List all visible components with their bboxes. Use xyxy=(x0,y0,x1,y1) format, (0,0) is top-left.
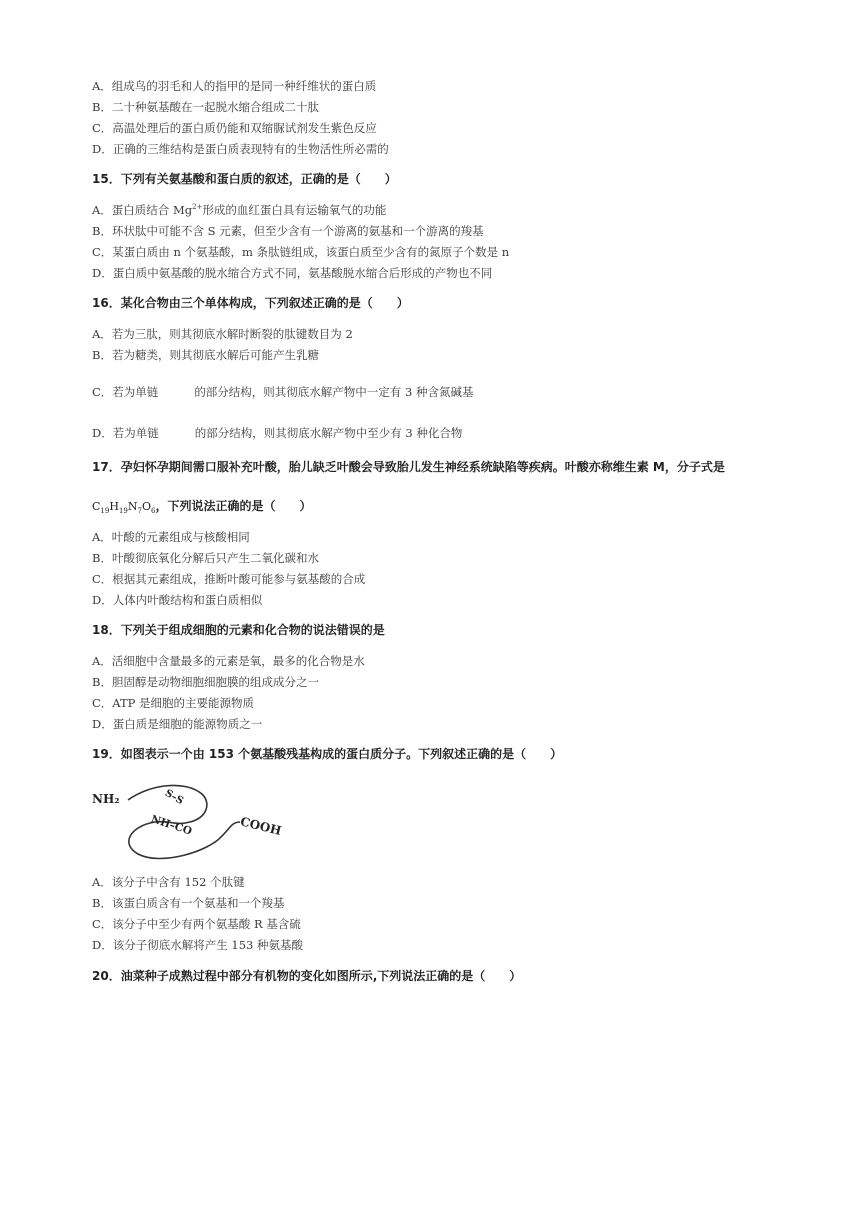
q17-option-a: A．叶酸的元素组成与核酸相同 xyxy=(92,530,250,544)
q16-option-d-pre: D．若为单链 xyxy=(92,426,159,440)
protein-molecule-diagram xyxy=(90,782,310,862)
q17-formula-n-sub: 7 xyxy=(137,507,142,516)
q18-stem: 18．下列关于组成细胞的元素和化合物的说法错误的是 xyxy=(92,623,385,637)
disulfide-bond-label: S–S xyxy=(162,787,186,808)
q14-option-c: C．高温处理后的蛋白质仍能和双缩脲试剂发生紫色反应 xyxy=(92,121,377,135)
q15-option-a-post: 形成的血红蛋白具有运输氧气的功能 xyxy=(202,203,387,217)
peptide-bond-label: NH–CO xyxy=(149,813,194,838)
q17-option-b: B．叶酸彻底氧化分解后只产生二氧化碳和水 xyxy=(92,551,319,565)
q15-option-b: B．环状肽中可能不含 S 元素，但至少含有一个游离的氨基和一个游离的羧基 xyxy=(92,224,484,238)
q17-formula-h: H xyxy=(109,500,119,513)
q15-option-a-pre: A．蛋白质结合 Mg xyxy=(92,203,193,217)
q16-option-c-post: 的部分结构，则其彻底水解产物中一定有 3 种含氮碱基 xyxy=(194,385,474,399)
cooh-label: COOH xyxy=(238,814,283,839)
q15-option-c: C．某蛋白质由 n 个氨基酸，m 条肽链组成，该蛋白质至少含有的氮原子个数是 n xyxy=(92,245,510,259)
q18-option-d: D．蛋白质是细胞的能源物质之一 xyxy=(92,717,263,731)
q16-option-a: A．若为三肽，则其彻底水解时断裂的肽键数目为 2 xyxy=(92,327,353,341)
q20-stem: 20．油菜种子成熟过程中部分有机物的变化如图所示,下列说法正确的是（ ） xyxy=(92,969,522,983)
q17-formula-c-sub: 19 xyxy=(100,507,110,516)
q17-formula-o-sub: 6 xyxy=(150,507,156,516)
q16-option-b: B．若为糖类，则其彻底水解后可能产生乳糖 xyxy=(92,348,319,362)
q15-option-d: D．蛋白质中氨基酸的脱水缩合方式不同，氨基酸脱水缩合后形成的产物也不同 xyxy=(92,266,493,280)
q17-formula-o: O xyxy=(141,500,151,513)
q16-option-c-pre: C．若为单链 xyxy=(92,385,159,399)
q19-option-c: C．该分子中至少有两个氨基酸 R 基含硫 xyxy=(92,917,301,931)
q17-formula-n: N xyxy=(127,500,138,513)
q14-option-d: D．正确的三维结构是蛋白质表现特有的生物活性所必需的 xyxy=(92,142,389,156)
q17-stem-line2 xyxy=(92,497,311,516)
q15-option-a-sup: 2+ xyxy=(192,203,203,212)
q18-option-b: B．胆固醇是动物细胞细胞膜的组成成分之一 xyxy=(92,675,319,689)
q17-option-c: C．根据其元素组成，推断叶酸可能参与氨基酸的合成 xyxy=(92,572,366,586)
q19-stem: 19．如图表示一个由 153 个氨基酸残基构成的蛋白质分子。下列叙述正确的是（ ） xyxy=(92,747,563,761)
q19-option-a: A．该分子中含有 152 个肽键 xyxy=(92,875,245,889)
q16-option-d xyxy=(92,425,462,441)
q17-formula-c: C xyxy=(92,500,101,513)
q17-stem-tail: ，下列说法正确的是（ ） xyxy=(155,499,312,513)
q15-option-a xyxy=(92,202,386,218)
q17-formula xyxy=(92,500,156,516)
q17-option-d: D．人体内叶酸结构和蛋白质相似 xyxy=(92,593,263,607)
q17-stem: 17．孕妇怀孕期间需口服补充叶酸，胎儿缺乏叶酸会导致胎儿发生神经系统缺陷等疾病。叶酸亦称维生素 M，分子式是 xyxy=(92,460,725,474)
q19-option-b: B．该蛋白质含有一个氨基和一个羧基 xyxy=(92,896,285,910)
q19-option-d: D．该分子彻底水解将产生 153 种氨基酸 xyxy=(92,938,303,952)
nh2-label: NH₂ xyxy=(92,792,120,806)
q18-option-c: C．ATP 是细胞的主要能源物质 xyxy=(92,696,255,710)
q16-option-c xyxy=(92,384,473,400)
q15-stem: 15．下列有关氨基酸和蛋白质的叙述，正确的是（ ） xyxy=(92,172,397,186)
q16-option-d-post: 的部分结构，则其彻底水解产物中至少有 3 种化合物 xyxy=(194,426,463,440)
q18-option-a: A．活细胞中含量最多的元素是氧，最多的化合物是水 xyxy=(92,654,365,668)
q17-formula-h-sub: 19 xyxy=(118,507,128,516)
q16-stem: 16．某化合物由三个单体构成，下列叙述正确的是（ ） xyxy=(92,296,409,310)
q14-option-a: A．组成鸟的羽毛和人的指甲的是同一种纤维状的蛋白质 xyxy=(92,79,377,93)
q14-option-b: B．二十种氨基酸在一起脱水缩合组成二十肽 xyxy=(92,100,319,114)
